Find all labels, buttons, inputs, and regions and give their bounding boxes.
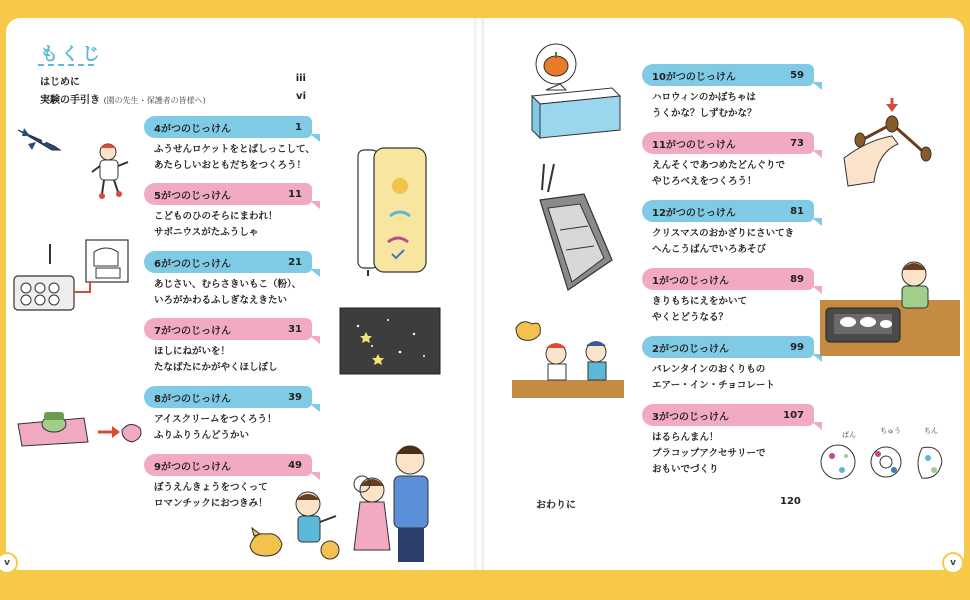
entry-page: 11: [288, 188, 302, 200]
month-label: 10がつのじっけん: [652, 71, 736, 83]
windmill-illustration: [352, 146, 432, 276]
entry-page: 99: [790, 341, 804, 353]
toc-entry-january[interactable]: [642, 268, 814, 326]
description-line: あじさい、むらさきいもこ（粉）、: [154, 279, 302, 290]
entry-page: 39: [288, 391, 302, 403]
entry-page: 21: [288, 256, 302, 268]
description-line: えんそくであつめたどんぐりで: [652, 160, 786, 171]
yajirobee-illustration: [838, 96, 938, 192]
description-line: クリスマスのおかざりにさいてき: [652, 228, 795, 239]
description-line: やくとどうなる？: [652, 312, 729, 323]
accessory-label-medium: ちゅう: [880, 427, 901, 435]
description-line: プラコップアクセサリーで: [652, 448, 766, 459]
page-title: もくじ: [40, 44, 103, 65]
book-gutter: [474, 18, 484, 570]
description-line: おもいでづくり: [652, 464, 719, 475]
entry-description: [642, 362, 814, 394]
closing-page: 120: [780, 496, 801, 507]
toc-entry-november[interactable]: [642, 132, 814, 190]
intro-hajimeni[interactable]: [40, 73, 80, 88]
intro-hajimeni-page: iii: [295, 73, 306, 84]
accessories-illustration: [818, 440, 950, 484]
toc-entry-april[interactable]: [144, 116, 315, 174]
description-line: サボニウスがたふうしゃ: [154, 227, 259, 238]
month-label: 8がつのじっけん: [154, 393, 231, 405]
description-line: やじろべえをつくろう！: [652, 176, 757, 187]
description-line: バレンタインのおくりもの: [652, 364, 766, 375]
entry-page: 107: [783, 409, 804, 421]
description-line: あたらしいおともだちをつくろう！: [154, 160, 307, 171]
month-label: 2がつのじっけん: [652, 343, 729, 355]
description-line: たなばたにかがやくほしぼし: [154, 362, 278, 373]
month-tag: [642, 64, 814, 86]
month-tag: [144, 183, 312, 205]
entry-description: [144, 209, 312, 241]
entry-page: 59: [790, 69, 804, 81]
description-line: ふりふりうんどうかい: [154, 430, 250, 441]
pumpkin-tank-illustration: [526, 40, 626, 144]
description-line: きりもちにえをかいて: [652, 296, 748, 307]
entry-description: [642, 90, 814, 122]
entry-page: 1: [295, 121, 302, 133]
entry-description: [642, 226, 814, 258]
family-illustration: [244, 436, 444, 564]
entry-page: 81: [790, 205, 804, 217]
lantern-illustration: [534, 160, 616, 294]
description-line: エアー・イン・チョコレート: [652, 380, 775, 391]
month-tag: [642, 200, 814, 222]
month-tag: [642, 132, 814, 154]
toc-entry-july[interactable]: [144, 318, 312, 376]
month-tag: [144, 318, 312, 340]
intro-guide[interactable]: [40, 91, 206, 106]
toc-entry-december[interactable]: [642, 200, 814, 258]
description-line: うくかな？しずむかな？: [652, 108, 757, 119]
toc-entry-march[interactable]: [642, 404, 814, 478]
month-label: 1がつのじっけん: [652, 275, 729, 287]
title-underline: [38, 64, 94, 66]
month-label: 4がつのじっけん: [154, 123, 231, 135]
entry-description: [642, 294, 814, 326]
description-line: ロマンチックにおつきみ！: [154, 498, 268, 509]
entry-description: [144, 277, 312, 309]
entry-page: 31: [288, 323, 302, 335]
intro-label: はじめに: [40, 77, 80, 88]
entry-description: [642, 430, 814, 478]
month-label: 9がつのじっけん: [154, 461, 231, 473]
description-line: はるらんまん！: [652, 432, 719, 443]
month-label: 5がつのじっけん: [154, 190, 231, 202]
month-tag: [144, 251, 312, 273]
month-label: 12がつのじっけん: [652, 207, 736, 219]
description-line: アイスクリームをつくろう！: [154, 414, 277, 425]
left-page-number: v: [0, 552, 18, 574]
month-label: 6がつのじっけん: [154, 258, 231, 270]
right-page-number: v: [942, 552, 964, 574]
accessory-label-large: ちん: [924, 427, 938, 435]
month-tag: [144, 116, 312, 138]
toc-entry-may[interactable]: [144, 183, 312, 241]
starry-sky-illustration: [338, 306, 442, 376]
intro-note: (園の先生・保護者の皆様へ): [103, 96, 206, 105]
mochi-illustration: [820, 256, 960, 356]
intro-guide-page: vi: [296, 91, 306, 102]
accessory-label-small: ばん: [842, 431, 856, 439]
month-tag: [642, 404, 814, 426]
entry-description: [144, 344, 312, 376]
description-line: いろがかわるふしぎなえきたい: [154, 295, 288, 306]
intro-label: 実験の手引き: [40, 95, 100, 106]
closing-label[interactable]: おわりに: [536, 500, 576, 511]
entry-description: [642, 158, 814, 190]
description-line: ほしにねがいを！: [154, 346, 231, 357]
month-label: 11がつのじっけん: [652, 139, 736, 151]
description-line: ハロウィンのかぼちゃは: [652, 92, 756, 103]
month-tag: [642, 336, 814, 358]
month-tag: [144, 386, 312, 408]
description-line: こどものひのそらにまわれ！: [154, 211, 278, 222]
toc-entry-june[interactable]: [144, 251, 312, 309]
rocket-illustration: [14, 124, 66, 156]
entry-page: 49: [288, 459, 302, 471]
month-tag: [642, 268, 814, 290]
astronaut-illustration: [88, 140, 134, 200]
entry-page: 73: [790, 137, 804, 149]
color-experiment-illustration: [10, 236, 130, 314]
toc-entry-october[interactable]: [642, 64, 814, 122]
entry-page: 89: [790, 273, 804, 285]
entry-description: [144, 142, 315, 174]
toc-entry-february[interactable]: [642, 336, 814, 394]
description-line: ふうせんロケットをとばしっこして、: [154, 144, 315, 155]
ice-cream-illustration: [14, 404, 146, 448]
chocolate-kids-illustration: [512, 316, 624, 398]
month-label: 3がつのじっけん: [652, 411, 729, 423]
description-line: へんこうばんでいろあそび: [652, 244, 767, 255]
description-line: ぼうえんきょうをつくって: [154, 482, 268, 493]
month-label: 7がつのじっけん: [154, 325, 231, 337]
